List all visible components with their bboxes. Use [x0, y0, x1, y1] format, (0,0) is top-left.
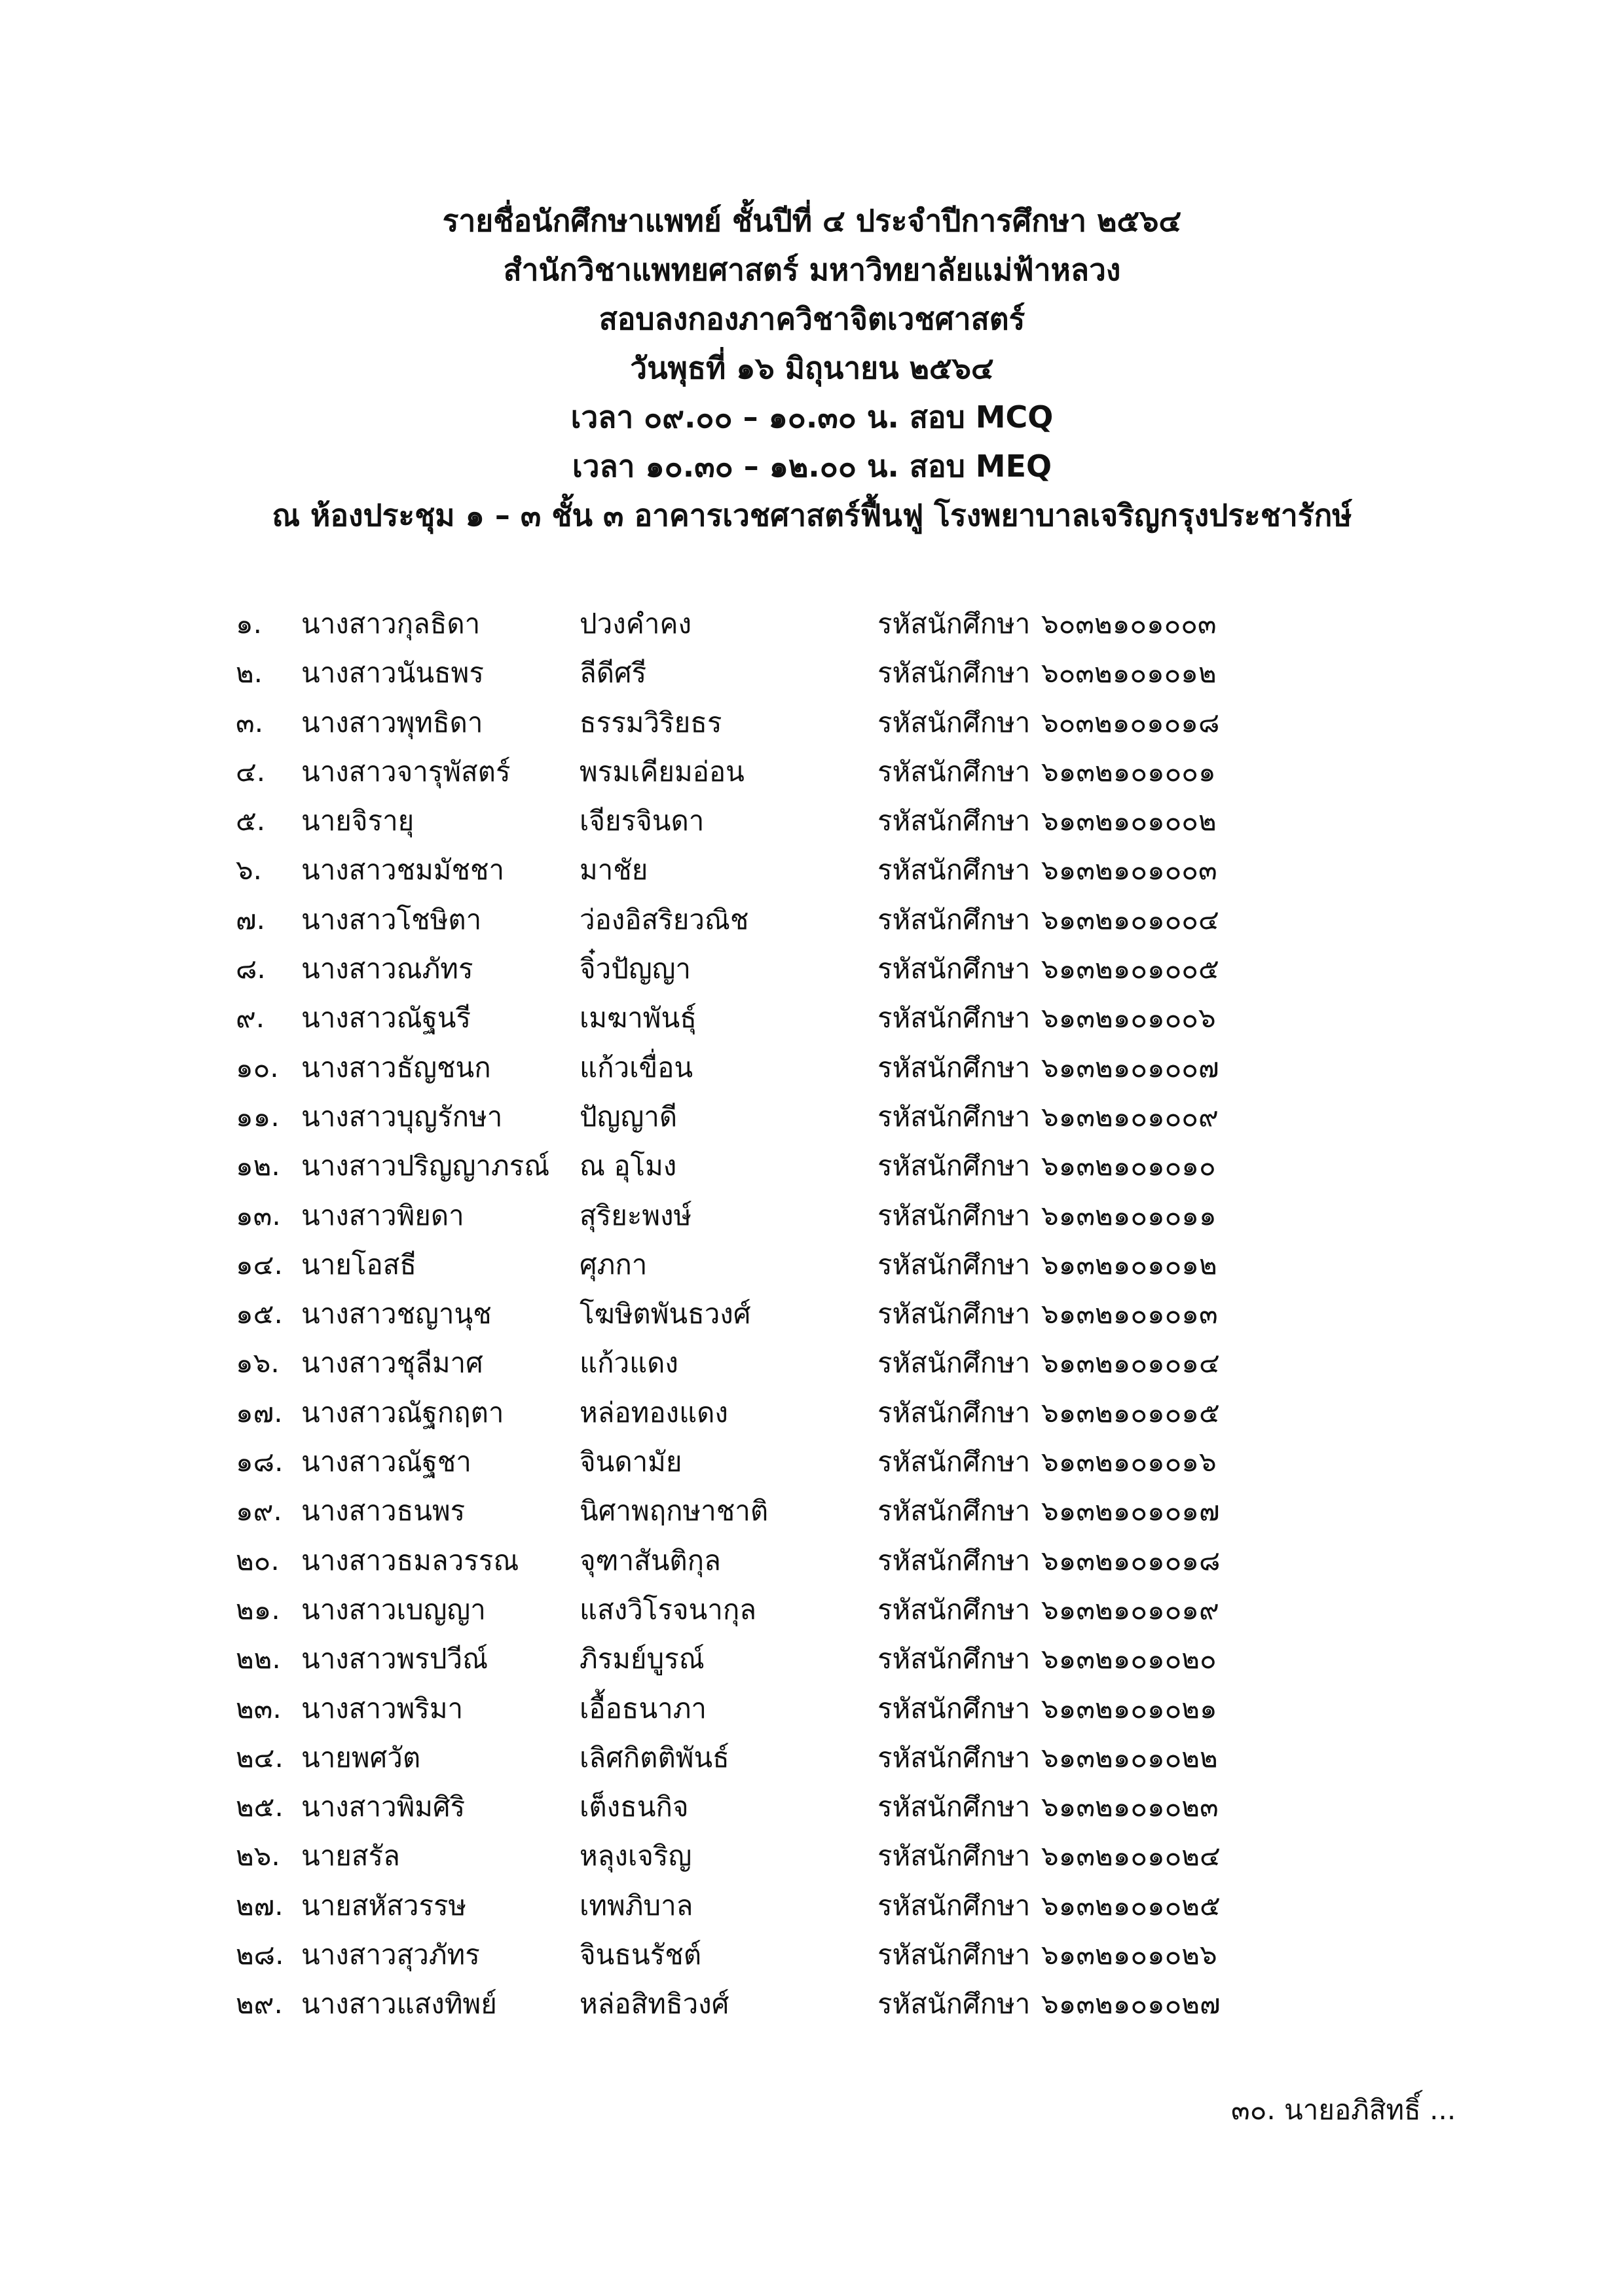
student-last-name: โฆษิตพันธวงศ์ — [580, 1298, 751, 1330]
header-time-mcq: เวลา ๐๙.๐๐ – ๑๐.๓๐ น. สอบ MCQ — [570, 399, 1054, 435]
student-first-name: นายพศวัต — [301, 1741, 421, 1774]
student-id: ๖๑๓๒๑๐๑๐๒๓ — [1041, 1791, 1219, 1823]
student-row — [0, 1930, 1624, 1979]
continuation-note: ๓๐. นายอภิสิทธิ์ ... — [1231, 2094, 1456, 2126]
student-first-name: นางสาวธมลวรรณ — [301, 1544, 519, 1576]
student-first-name: นางสาวชญานุช — [301, 1298, 492, 1330]
student-id: ๖๑๓๒๑๐๑๐๒๖ — [1041, 1939, 1217, 1971]
student-last-name: จินดามัย — [580, 1446, 682, 1478]
student-id: ๖๑๓๒๑๐๑๐๒๗ — [1041, 1988, 1221, 2020]
header-department: สอบลงกองภาควิชาจิตเวชศาสตร์ — [599, 301, 1025, 337]
student-last-name: ณ อุโมง — [580, 1150, 677, 1182]
student-row — [0, 1831, 1624, 1880]
student-first-name: นางสาวโชษิตา — [301, 903, 482, 936]
student-row — [0, 1684, 1624, 1733]
student-id: ๖๑๓๒๑๐๑๐๐๒ — [1041, 805, 1217, 837]
student-id: ๖๐๓๒๑๐๑๐๑๒ — [1041, 657, 1217, 689]
student-row — [0, 1437, 1624, 1486]
student-id: ๖๑๓๒๑๐๑๐๑๐ — [1041, 1150, 1216, 1182]
student-id: ๖๑๓๒๑๐๑๐๐๖ — [1041, 1002, 1216, 1034]
student-first-name: นางสาวนันธพร — [301, 657, 484, 689]
student-id: ๖๑๓๒๑๐๑๐๑๙ — [1041, 1593, 1219, 1626]
student-last-name: หล่อสิทธิวงศ์ — [580, 1988, 729, 2020]
student-first-name: นางสาวธัญชนก — [301, 1051, 491, 1084]
student-last-name: เทพภิบาล — [580, 1889, 693, 1922]
student-number: ๑๔. — [236, 1248, 283, 1281]
student-last-name: เจียรจินดา — [580, 805, 705, 837]
student-row — [0, 1092, 1624, 1141]
student-first-name: นางสาวกุลธิดา — [301, 608, 481, 640]
student-id: ๖๑๓๒๑๐๑๐๑๑ — [1041, 1199, 1217, 1231]
student-id: ๖๑๓๒๑๐๑๐๑๘ — [1041, 1544, 1221, 1576]
student-id-label: รหัสนักศึกษา — [877, 1939, 1031, 1971]
student-id: ๖๑๓๒๑๐๑๐๐๔ — [1041, 903, 1219, 936]
student-number: ๒๗. — [236, 1889, 284, 1922]
student-last-name: เต็งธนกิจ — [580, 1791, 689, 1823]
student-row — [0, 1240, 1624, 1289]
student-id: ๖๐๓๒๑๐๑๐๑๘ — [1041, 706, 1220, 738]
student-id: ๖๑๓๒๑๐๑๐๐๕ — [1041, 953, 1219, 985]
student-id: ๖๑๓๒๑๐๑๐๒๕ — [1041, 1889, 1221, 1922]
student-id-label: รหัสนักศึกษา — [877, 903, 1031, 936]
header-institution: สำนักวิชาแพทยศาสตร์ มหาวิทยาลัยแม่ฟ้าหลวง — [503, 252, 1121, 287]
student-row — [0, 698, 1624, 747]
student-id-label: รหัสนักศึกษา — [877, 1396, 1031, 1429]
student-number: ๗. — [236, 903, 265, 936]
student-id-label: รหัสนักศึกษา — [877, 1248, 1031, 1281]
student-id: ๖๑๓๒๑๐๑๐๒๑ — [1041, 1692, 1217, 1724]
student-first-name: นายสหัสวรรษ — [301, 1889, 467, 1922]
student-number: ๓. — [236, 706, 264, 738]
student-id-label: รหัสนักศึกษา — [877, 1199, 1031, 1231]
header-date: วันพุธที่ ๑๖ มิถุนายน ๒๕๖๔ — [630, 350, 994, 386]
student-last-name: ธรรมวิริยธร — [580, 706, 722, 738]
student-id-label: รหัสนักศึกษา — [877, 1643, 1031, 1675]
student-number: ๘. — [236, 953, 266, 985]
student-last-name: หลุงเจริญ — [580, 1840, 692, 1872]
student-number: ๒๕. — [236, 1791, 284, 1823]
student-id-label: รหัสนักศึกษา — [877, 854, 1031, 886]
student-row — [0, 845, 1624, 894]
student-number: ๑๑. — [236, 1100, 280, 1133]
student-id-label: รหัสนักศึกษา — [877, 1593, 1031, 1626]
student-first-name: นางสาวพิมศิริ — [301, 1791, 466, 1823]
student-last-name: นิศาพฤกษาชาติ — [580, 1495, 769, 1527]
student-number: ๑๖. — [236, 1347, 280, 1379]
student-id-label: รหัสนักศึกษา — [877, 1692, 1031, 1724]
student-id: ๖๑๓๒๑๐๑๐๑๒ — [1041, 1248, 1217, 1281]
student-row — [0, 648, 1624, 697]
student-number: ๑๙. — [236, 1495, 282, 1527]
student-id-label: รหัสนักศึกษา — [877, 1495, 1031, 1527]
student-row — [0, 599, 1624, 648]
student-id: ๖๐๓๒๑๐๑๐๐๓ — [1041, 608, 1217, 640]
student-row — [0, 1536, 1624, 1585]
student-row — [0, 1289, 1624, 1338]
student-first-name: นางสาวพริมา — [301, 1692, 464, 1724]
student-id-label: รหัสนักศึกษา — [877, 657, 1031, 689]
student-number: ๒๒. — [236, 1643, 281, 1675]
student-id: ๖๑๓๒๑๐๑๐๑๕ — [1041, 1396, 1220, 1429]
student-first-name: นางสาวจารุพัสตร์ — [301, 755, 511, 788]
student-id: ๖๑๓๒๑๐๑๐๐๓ — [1041, 854, 1217, 886]
student-last-name: จินธนรัชต์ — [580, 1939, 702, 1971]
student-id-label: รหัสนักศึกษา — [877, 706, 1031, 738]
student-number: ๒๖. — [236, 1840, 280, 1872]
student-id: ๖๑๓๒๑๐๑๐๐๑ — [1041, 755, 1216, 788]
student-first-name: นายโอสธี — [301, 1248, 416, 1281]
student-last-name: หล่อทองแดง — [580, 1396, 728, 1429]
student-row — [0, 993, 1624, 1042]
student-row — [0, 895, 1624, 944]
student-row — [0, 796, 1624, 845]
student-id: ๖๑๓๒๑๐๑๐๒๐ — [1041, 1643, 1217, 1675]
header-title: รายชื่อนักศึกษาแพทย์ ชั้นปีที่ ๔ ประจำปีการศึกษา ๒๕๖๔ — [442, 203, 1182, 238]
student-row — [0, 1782, 1624, 1831]
student-last-name: ปัญญาดี — [580, 1100, 678, 1133]
student-row — [0, 1634, 1624, 1683]
student-first-name: นางสาวณัฐกฤตา — [301, 1396, 504, 1429]
student-last-name: สุริยะพงษ์ — [580, 1199, 692, 1231]
student-id-label: รหัสนักศึกษา — [877, 608, 1031, 640]
student-first-name: นายจิรายุ — [301, 805, 415, 837]
student-first-name: นางสาวบุญรักษา — [301, 1100, 503, 1133]
student-row — [0, 1043, 1624, 1092]
student-last-name: จุฑาสันติกุล — [580, 1544, 721, 1576]
student-row — [0, 944, 1624, 993]
student-first-name: นายสรัล — [301, 1840, 400, 1872]
student-first-name: นางสาวณัฐชา — [301, 1446, 471, 1478]
student-number: ๑. — [236, 608, 263, 640]
student-number: ๒๘. — [236, 1939, 284, 1971]
student-number: ๒๑. — [236, 1593, 280, 1626]
student-last-name: ภิรมย์บูรณ์ — [580, 1643, 705, 1675]
student-id: ๖๑๓๒๑๐๑๐๑๓ — [1041, 1298, 1218, 1330]
student-first-name: นางสาวณภัทร — [301, 953, 473, 985]
student-first-name: นางสาวสุวภัทร — [301, 1939, 480, 1971]
student-number: ๒๔. — [236, 1741, 284, 1774]
student-first-name: นางสาวธนพร — [301, 1495, 466, 1527]
student-first-name: นางสาวปริญญาภรณ์ — [301, 1150, 550, 1182]
student-roster — [0, 599, 1624, 2029]
student-first-name: นางสาวพิยดา — [301, 1199, 464, 1231]
student-id-label: รหัสนักศึกษา — [877, 953, 1031, 985]
student-number: ๑๐. — [236, 1051, 279, 1084]
header-time-meq: เวลา ๑๐.๓๐ – ๑๒.๐๐ น. สอบ MEQ — [572, 448, 1052, 484]
student-id-label: รหัสนักศึกษา — [877, 1347, 1031, 1379]
student-id-label: รหัสนักศึกษา — [877, 1100, 1031, 1133]
student-id: ๖๑๓๒๑๐๑๐๐๙ — [1041, 1100, 1219, 1133]
student-last-name: พรมเคียมอ่อน — [580, 755, 745, 788]
student-id-label: รหัสนักศึกษา — [877, 1446, 1031, 1478]
student-row — [0, 1338, 1624, 1387]
student-number: ๒๐. — [236, 1544, 280, 1576]
student-row — [0, 1388, 1624, 1437]
student-number: ๔. — [236, 755, 266, 788]
student-id-label: รหัสนักศึกษา — [877, 1002, 1031, 1034]
student-id: ๖๑๓๒๑๐๑๐๑๖ — [1041, 1446, 1217, 1478]
student-id: ๖๑๓๒๑๐๑๐๑๔ — [1041, 1347, 1220, 1379]
student-id-label: รหัสนักศึกษา — [877, 1051, 1031, 1084]
student-last-name: เมฆาพันธุ์ — [580, 1002, 697, 1034]
student-id-label: รหัสนักศึกษา — [877, 1298, 1031, 1330]
student-last-name: แสงวิโรจนากุล — [580, 1593, 756, 1626]
student-number: ๑๒. — [236, 1150, 280, 1182]
student-number: ๖. — [236, 854, 263, 886]
student-first-name: นางสาวพรปวีณ์ — [301, 1643, 489, 1675]
student-first-name: นางสาวเบญญา — [301, 1593, 486, 1626]
student-number: ๑๕. — [236, 1298, 283, 1330]
student-id: ๖๑๓๒๑๐๑๐๑๗ — [1041, 1495, 1220, 1527]
student-row — [0, 1486, 1624, 1535]
student-number: ๑๗. — [236, 1396, 283, 1429]
student-row — [0, 1733, 1624, 1782]
student-number: ๕. — [236, 805, 266, 837]
student-first-name: นางสาวพุทธิดา — [301, 706, 483, 738]
student-number: ๒๙. — [236, 1988, 283, 2020]
student-id: ๖๑๓๒๑๐๑๐๒๒ — [1041, 1741, 1218, 1774]
student-id-label: รหัสนักศึกษา — [877, 1840, 1031, 1872]
header-venue: ณ ห้องประชุม ๑ – ๓ ชั้น ๓ อาคารเวชศาสตร์ฟื้นฟู โรงพยาบาลเจริญกรุงประชารักษ์ — [272, 498, 1352, 533]
student-first-name: นางสาวชุลีมาศ — [301, 1347, 483, 1379]
student-number: ๒๓. — [236, 1692, 282, 1724]
student-last-name: มาชัย — [580, 854, 648, 886]
student-number: ๑๓. — [236, 1199, 281, 1231]
student-row — [0, 1191, 1624, 1240]
student-id-label: รหัสนักศึกษา — [877, 1741, 1031, 1774]
student-row — [0, 1141, 1624, 1190]
student-id-label: รหัสนักศึกษา — [877, 1988, 1031, 2020]
student-last-name: แก้วเขื่อน — [580, 1051, 693, 1084]
student-id-label: รหัสนักศึกษา — [877, 755, 1031, 788]
document-header — [0, 196, 1624, 540]
student-first-name: นางสาวณัฐนรี — [301, 1002, 471, 1034]
student-row — [0, 1979, 1624, 2028]
student-id-label: รหัสนักศึกษา — [877, 1889, 1031, 1922]
student-number: ๙. — [236, 1002, 265, 1034]
student-id-label: รหัสนักศึกษา — [877, 805, 1031, 837]
student-id-label: รหัสนักศึกษา — [877, 1150, 1031, 1182]
student-id: ๖๑๓๒๑๐๑๐๒๔ — [1041, 1840, 1221, 1872]
student-last-name: ศุภกา — [580, 1248, 648, 1281]
student-number: ๑๘. — [236, 1446, 284, 1478]
student-last-name: ปวงคำคง — [580, 608, 692, 640]
student-last-name: จิ๋วปัญญา — [580, 953, 692, 985]
student-last-name: เลิศกิตติพันธ์ — [580, 1741, 729, 1774]
student-id: ๖๑๓๒๑๐๑๐๐๗ — [1041, 1051, 1219, 1084]
student-id-label: รหัสนักศึกษา — [877, 1791, 1031, 1823]
student-last-name: แก้วแดง — [580, 1347, 678, 1379]
student-first-name: นางสาวแสงทิพย์ — [301, 1988, 497, 2020]
student-first-name: นางสาวชมมัชชา — [301, 854, 505, 886]
student-last-name: เอื้อธนาภา — [580, 1692, 707, 1724]
student-last-name: ว่องอิสริยวณิช — [580, 903, 749, 936]
student-row — [0, 1585, 1624, 1634]
student-row — [0, 1881, 1624, 1930]
student-row — [0, 747, 1624, 796]
student-id-label: รหัสนักศึกษา — [877, 1544, 1031, 1576]
student-last-name: ลีดีศรี — [580, 657, 647, 689]
student-number: ๒. — [236, 657, 263, 689]
